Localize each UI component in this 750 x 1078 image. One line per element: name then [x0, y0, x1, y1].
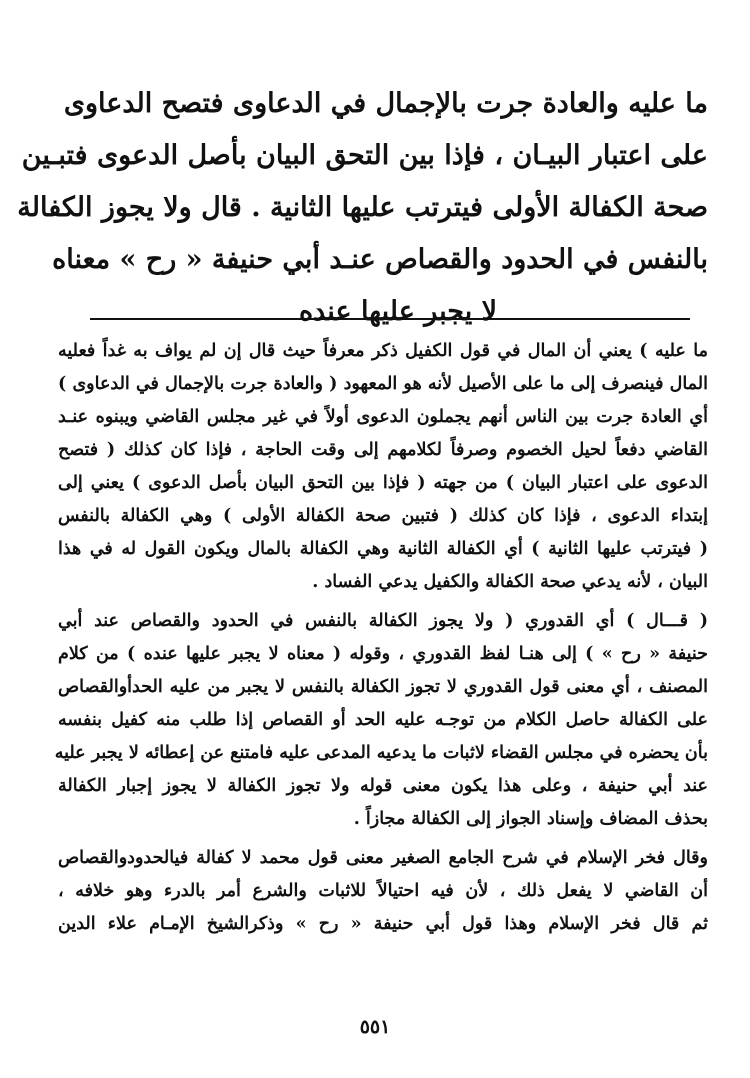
commentary-line: الدعوى على اعتبار البيان ) من جهته ( فإذا بين التحق البيان بأصل الدعوى ) يعني إلى: [58, 473, 708, 493]
commentary-line: أي العادة جرت بين الناس أنهم يجملون الدعوى أولاً في غير مجلس القاضي ويبنوه عنـد: [58, 407, 708, 427]
commentary-line: البيان ، لأنه يدعي صحة الكفالة والكفيل يدعي الفساد .: [312, 572, 708, 592]
commentary-line: عند أبي حنيفة ، وعلى هذا يكون معنى قوله ولا تجوز الكفالة لا يجوز إجبار الكفالة: [58, 776, 708, 796]
commentary-line: ( فيترتب عليها الثانية ) أي الكفالة الثانية وهي الكفالة بالمال ويكون القول له في هذا: [58, 539, 708, 559]
commentary-line: المصنف ، أي معنى قول القدوري لا تجوز الكفالة بالنفس لا يجبر من عليه الحدأوالقصاص: [58, 677, 708, 697]
main-text-line: صحة الكفالة الأولى فيترتب عليها الثانية . قال ولا يجوز الكفالة: [17, 192, 708, 223]
main-text-line: على اعتبار البيـان ، فإذا بين التحق البيان بأصل الدعوى فتبـين: [21, 140, 708, 171]
commentary-line: إبتداء الدعوى ، فإذا كان كذلك ( فتبين صحة الكفالة الأولى ) وهي الكفالة بالنفس: [58, 506, 708, 526]
main-text-block: [17, 78, 708, 338]
commentary-line: أن القاضي لا يفعل ذلك ، لأن فيه احتيالاً للاثبات والشرع أمر بالدرء وهو خلافه ،: [58, 881, 708, 901]
commentary-line: ثم قال فخر الإسلام وهذا قول أبي حنيفة « رح » وذكرالشيخ الإمـام علاء الدين: [58, 914, 708, 934]
commentary-line: حنيفة « رح » ) إلى هنـا لفظ القدوري ، وقوله ( معناه لا يجبر عليها عنده ) من كلام: [58, 644, 708, 664]
commentary-block: [54, 335, 708, 941]
commentary-line: المال فينصرف إلى ما على الأصيل لأنه هو المعهود ( والعادة جرت بالإجمال في الدعاوى ): [58, 374, 708, 394]
commentary-line: على الكفالة حاصل الكلام من توجـه عليه الحد أو القصاص إذا طلب منه كفيل بنفسه: [58, 710, 708, 730]
commentary-line: بحذف المضاف وإسناد الجواز إلى الكفالة مجازاً .: [353, 809, 708, 829]
commentary-line: القاضي دفعاً لحيل الخصوم وصرفاً لكلامهم إلى وقت الحاجة ، فإذا كان كذلك ( فتصح: [58, 440, 708, 460]
commentary-line: ما عليه ) يعني أن المال في قول الكفيل ذكر معرفاً حيث قال إن لم يواف به غداً فعليه: [58, 341, 708, 361]
main-text-line: ما عليه والعادة جرت بالإجمال في الدعاوى فتصح الدعاوى: [63, 88, 708, 119]
commentary-line: بأن يحضره في مجلس القضاء لاثبات ما يدعيه المدعى عليه فامتنع عن إعطائه لا يجبر عليه: [54, 743, 708, 763]
section-divider: [90, 318, 690, 320]
commentary-line: وقال فخر الإسلام في شرح الجامع الصغير معنى قول محمد لا كفالة فيالحدودوالقصاص: [58, 848, 708, 868]
commentary-line: ( قـــال ) أي القدوري ( ولا يجوز الكفالة بالنفس في الحدود والقصاص عند أبي: [58, 611, 708, 631]
page-number: ٥٥١: [359, 1016, 391, 1038]
main-text-line: بالنفس في الحدود والقصاص عنـد أبي حنيفة « رح » معناه: [52, 244, 708, 275]
main-text-line: لا يجبر عليها عنده: [298, 296, 498, 327]
